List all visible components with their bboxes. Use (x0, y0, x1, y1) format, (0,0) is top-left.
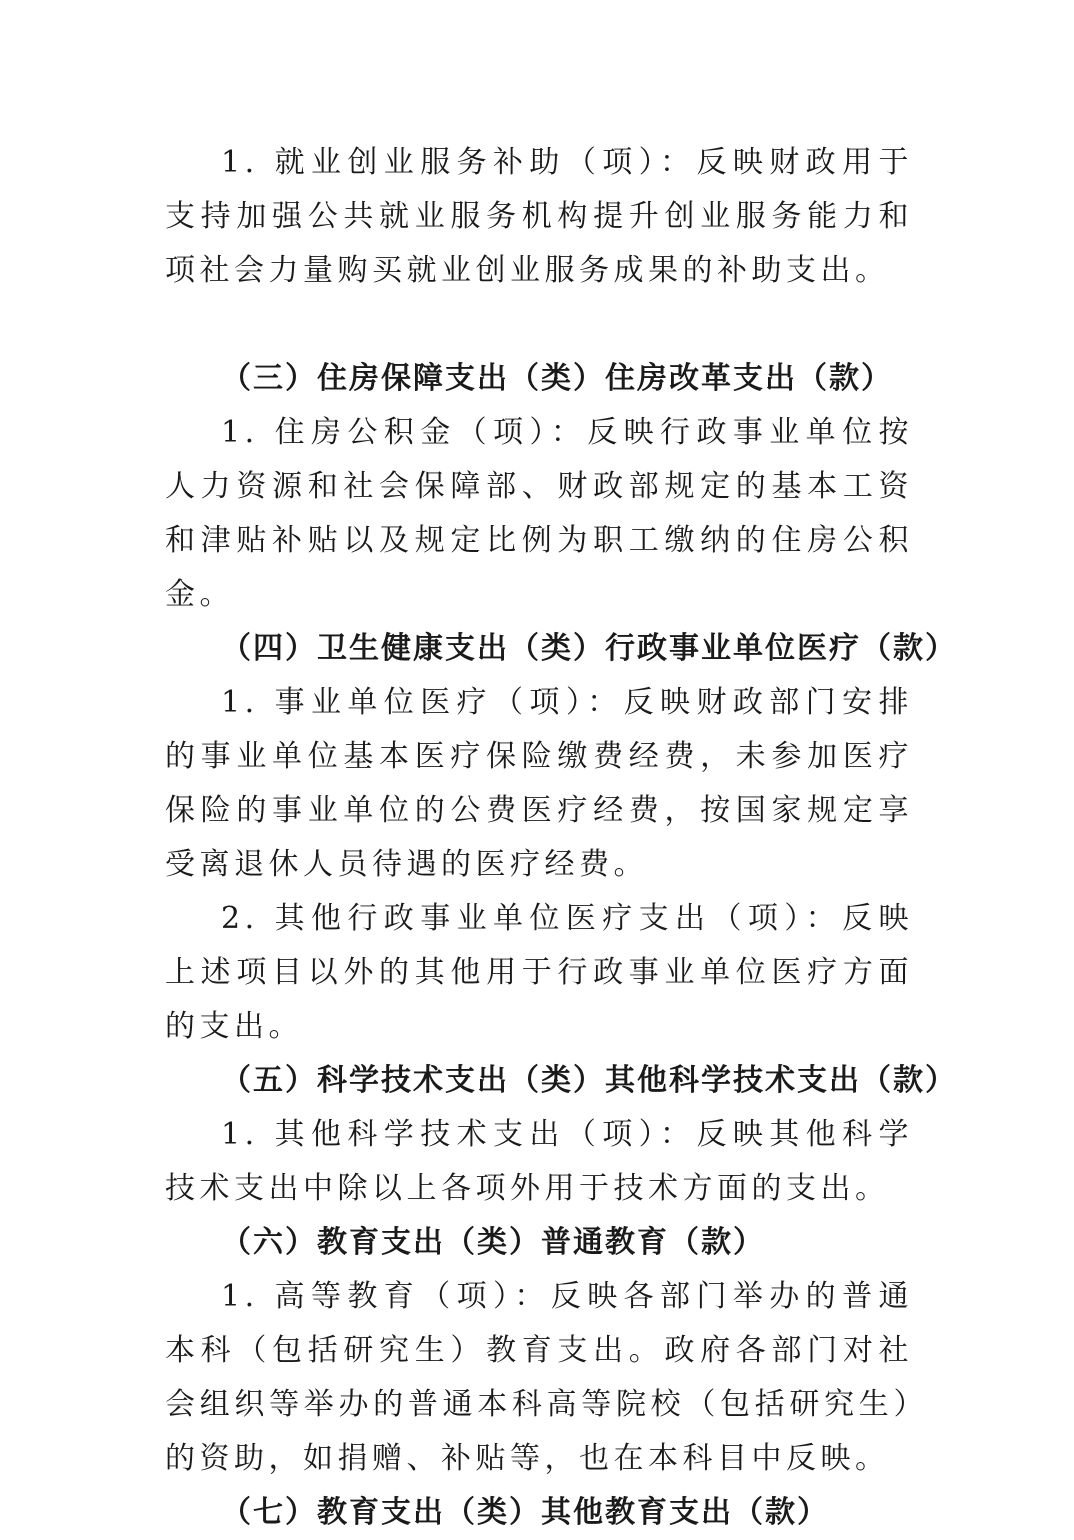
heading-housing-security: （三）住房保障支出（类）住房改革支出（款） (221, 361, 893, 396)
heading-science-technology: （五）科学技术支出（类）其他科学技术支出（款） (221, 1063, 957, 1098)
section-spacer (165, 298, 913, 352)
paragraph-employment-subsidy: 1. 就业创业服务补助（项）：反映财政用于支持加强公共就业服务机构提升创业服务能力和项社会力量购买就业创业服务成果的补助支出。 (165, 145, 913, 288)
paragraph-other-science: 1. 其他科学技术支出（项）：反映其他科学技术支出中除以上各项外用于技术方面的支出。 (165, 1117, 913, 1206)
document-body (165, 136, 957, 1540)
heading-health: （四）卫生健康支出（类）行政事业单位医疗（款） (221, 631, 957, 666)
heading-general-education: （六）教育支出（类）普通教育（款） (221, 1225, 765, 1260)
paragraph-higher-education: 1. 高等教育（项）：反映各部门举办的普通本科（包括研究生）教育支出。政府各部门对社会组织等举办的普通本科高等院校（包括研究生）的资助，如捐赠、补贴等，也在本科目中反映。 (165, 1279, 913, 1476)
paragraph-housing-fund: 1. 住房公积金（项）：反映行政事业单位按人力资源和社会保障部、财政部规定的基本工资和津贴补贴以及规定比例为职工缴纳的住房公积金。 (165, 415, 913, 612)
paragraph-other-medical: 2. 其他行政事业单位医疗支出（项）：反映上述项目以外的其他用于行政事业单位医疗方面的支出。 (165, 901, 913, 1044)
heading-other-education: （七）教育支出（类）其他教育支出（款） (221, 1495, 829, 1530)
paragraph-institution-medical: 1. 事业单位医疗（项）：反映财政部门安排的事业单位基本医疗保险缴费经费，未参加医疗保险的事业单位的公费医疗经费，按国家规定享受离退休人员待遇的医疗经费。 (165, 685, 913, 882)
